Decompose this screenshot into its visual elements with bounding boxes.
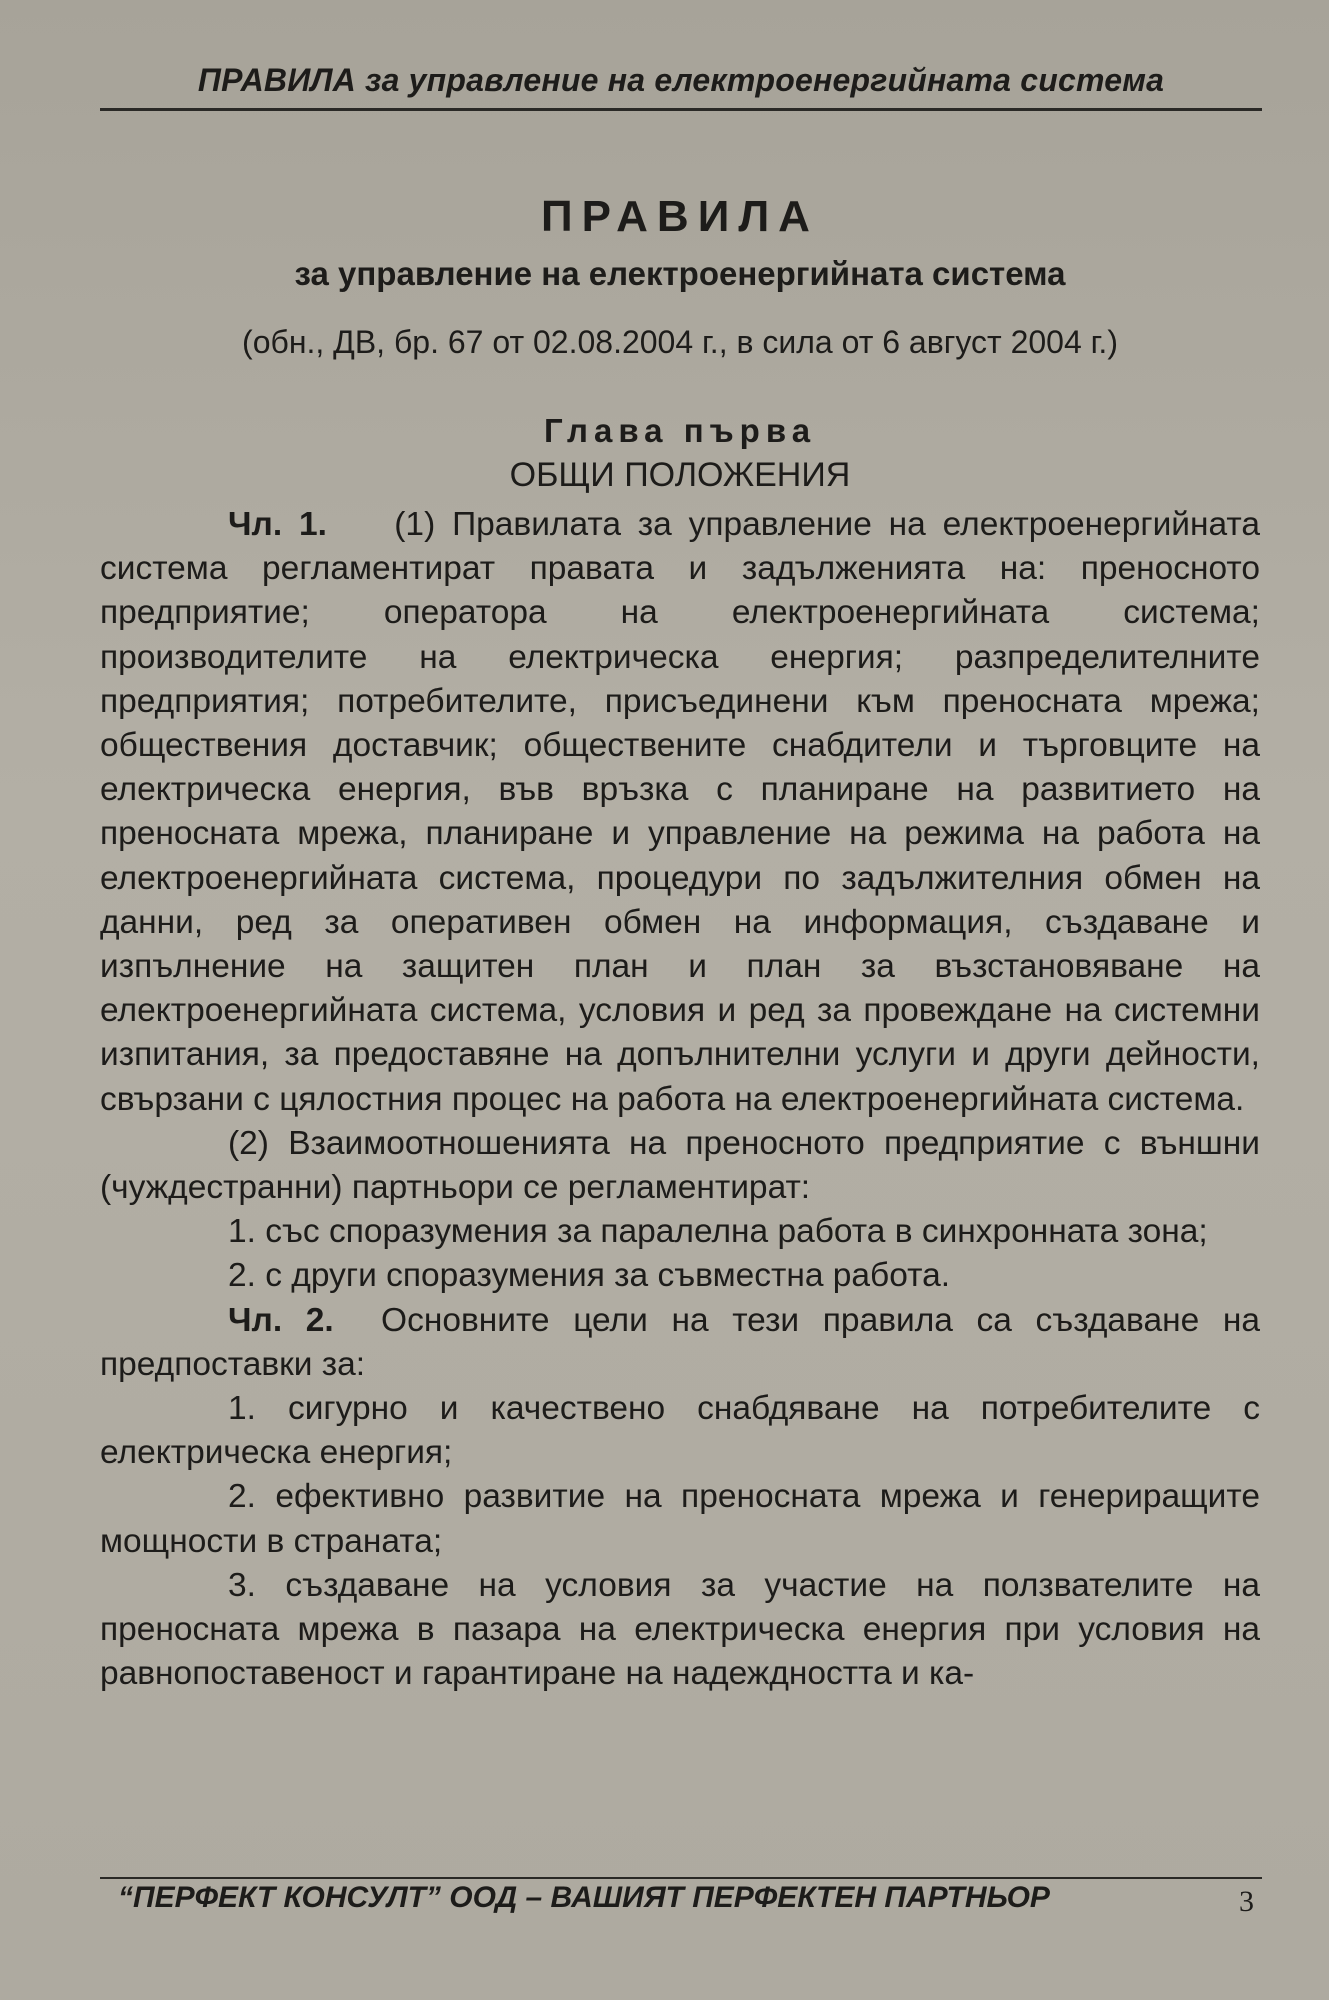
document-subtitle: за управление на електроенергийната система — [294, 255, 1066, 292]
article-2-label: Чл. 2. — [228, 1301, 334, 1339]
article-2-intro: Основните цели на тези правила са създаване на предпоставки за: — [100, 1301, 1260, 1383]
article-1-paragraph-2: (2) Взаимоотношенията на преносното предприятие с външни (чуждестранни) партньори се регламентират: — [100, 1124, 1260, 1207]
publication-note: (обн., ДВ, бр. 67 от 02.08.2004 г., в сила от 6 август 2004 г.) — [242, 324, 1118, 360]
article-1-label: Чл. 1. — [228, 506, 327, 543]
article-2-item-3: 3. създаване на условия за участие на ползвателите на преносната мрежа в пазара на електрическа енергия при условия на равнопоставеност и гарантиране на надеждността и ка- — [100, 1566, 1260, 1693]
article-1-text-1: (1) Правилата за управление на електроенергийната система регламентират правата и задълженията на: преносното предприятие; оператора на електроенергийната система; производителите на електрическа енергия; разпределителните предприятия; потребителите, присъединени към преносната мрежа; обществения доставчик; обществените снабдители и търговците на електрическа енергия, във връзка с планиране на развитието на преносната мрежа, планиране и управление на режима на работа на електроенергийната система, процедури по задължителния обмен на данни, ред за оперативен обмен на информация, създаване и изпълнение на защитен план и план за възстановяване на електроенергийната система, условия и ред за провеждане на системни изпитания, за предоставяне на допълнителни услуги и други дейности, свързани с цялостния процес на работа на електроенергийната система. — [100, 506, 1261, 1118]
running-footer — [100, 1877, 1262, 1918]
article-2-paragraph — [100, 1299, 1260, 1387]
chapter-label: Глава първа — [543, 412, 817, 449]
running-header: ПРАВИЛА за управление на електроенергийната система — [197, 62, 1165, 98]
article-2-item-2: 2. ефективно развитие на преносната мрежа и генериращите мощности в страната; — [100, 1478, 1260, 1560]
article-1-item-2: 2. с други споразумения за съвместна работа. — [228, 1257, 951, 1295]
footer-text: “ПЕРФЕКТ КОНСУЛТ” ООД – ВАШИЯТ ПЕРФЕКТЕН ПАРТНЬОР — [118, 1881, 1050, 1914]
chapter-title: ОБЩИ ПОЛОЖЕНИЯ — [509, 456, 851, 494]
article-2-item-1: 1. сигурно и качествено снабдяване на потребителите с електрическа енергия; — [100, 1390, 1260, 1472]
document-title: ПРАВИЛА — [541, 192, 819, 241]
page-number: 3 — [1239, 1885, 1254, 1918]
header-rule — [100, 108, 1262, 111]
page-content — [100, 125, 1260, 1696]
article-1-paragraph-1 — [100, 503, 1260, 1122]
article-1-item-1: 1. със споразумения за паралелна работа в синхронната зона; — [228, 1213, 1208, 1251]
